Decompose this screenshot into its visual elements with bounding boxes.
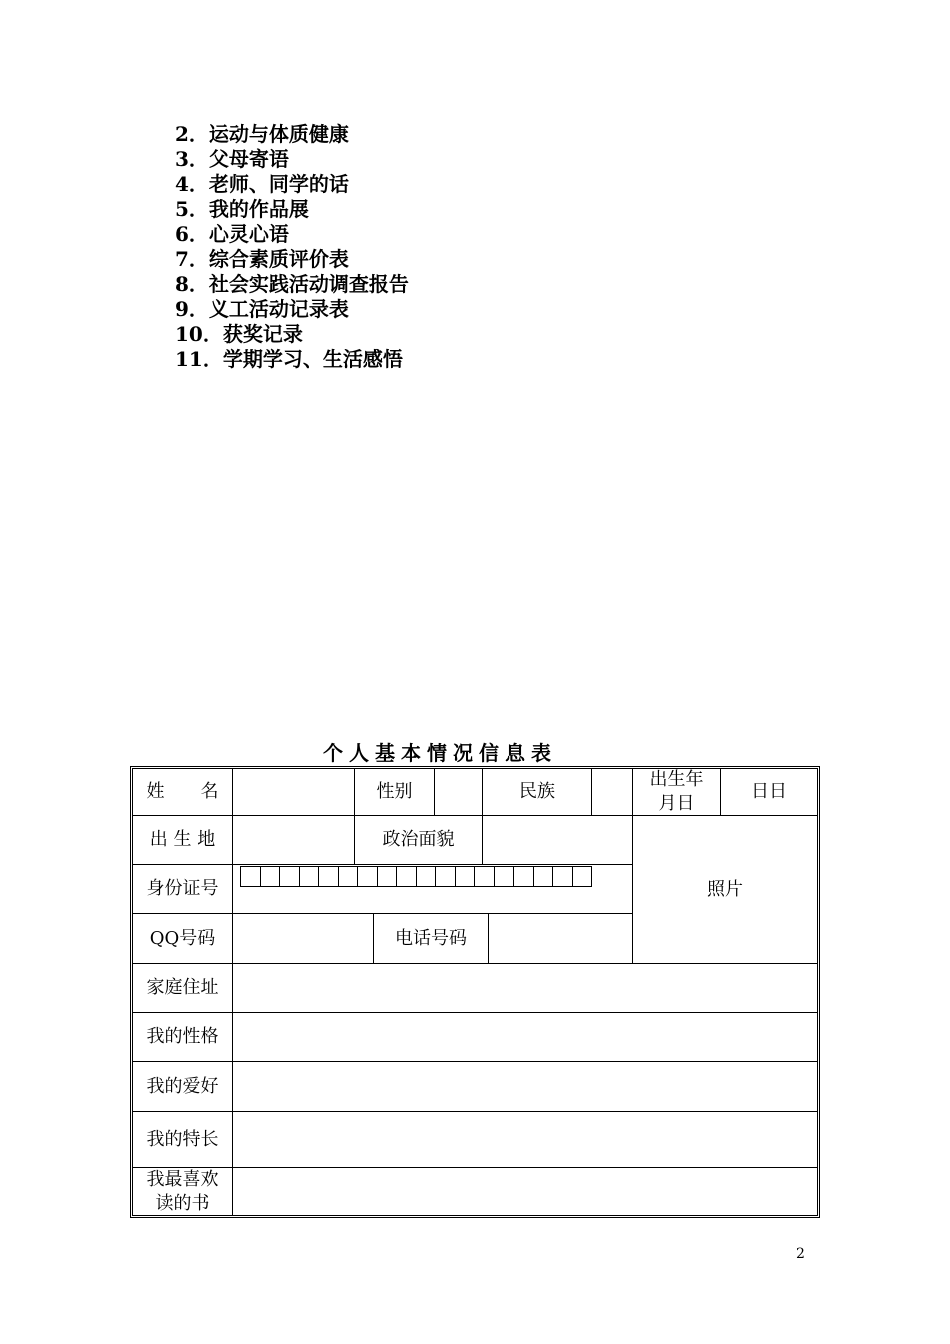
- personality-label: 我的性格: [146, 1026, 219, 1047]
- toc-item: 3．父母寄语: [175, 147, 289, 171]
- hobby-label: 我的爱好: [146, 1075, 219, 1097]
- toc-item: 11．学期学习、生活感悟: [175, 347, 403, 371]
- toc-item: 7．综合素质评价表: [175, 247, 349, 271]
- toc-item: 5．我的作品展: [175, 197, 309, 221]
- specialty-field[interactable]: [233, 1112, 817, 1167]
- birthdate-label: 出生年月日: [649, 769, 704, 814]
- favorite-book-field[interactable]: [233, 1168, 817, 1215]
- id-digit-box[interactable]: [474, 866, 494, 887]
- qq-label: QQ号码: [149, 927, 216, 949]
- toc-item: 9．义工活动记录表: [175, 297, 349, 321]
- toc-item: 8．社会实践活动调查报告: [175, 272, 409, 296]
- address-label: 家庭住址: [146, 977, 219, 998]
- birthplace-label: 出 生 地: [149, 829, 216, 850]
- ethnicity-field[interactable]: [592, 769, 632, 815]
- id-digit-box[interactable]: [240, 866, 260, 887]
- political-status-field[interactable]: [483, 816, 632, 864]
- id-number-label: 身份证号: [146, 878, 219, 899]
- id-digit-box[interactable]: [416, 866, 435, 887]
- birthdate-field[interactable]: 日日: [751, 781, 787, 802]
- qq-field[interactable]: [233, 914, 373, 963]
- birthplace-field[interactable]: [233, 816, 354, 864]
- address-field[interactable]: [233, 964, 817, 1012]
- phone-label: 电话号码: [395, 927, 467, 949]
- id-digit-box[interactable]: [260, 866, 279, 887]
- specialty-label: 我的特长: [146, 1128, 219, 1150]
- id-digit-box[interactable]: [533, 866, 552, 887]
- id-digit-box[interactable]: [279, 866, 299, 887]
- gender-field[interactable]: [435, 769, 482, 815]
- gender-label: 性别: [376, 781, 413, 802]
- toc-item: 2．运动与体质健康: [175, 122, 349, 146]
- id-digit-box[interactable]: [513, 866, 533, 887]
- id-digit-box[interactable]: [318, 866, 338, 887]
- page-number: 2: [796, 1246, 805, 1262]
- political-status-label: 政治面貌: [382, 829, 455, 850]
- id-digit-box[interactable]: [494, 866, 513, 887]
- hobby-field[interactable]: [233, 1062, 817, 1111]
- id-digit-box[interactable]: [572, 866, 592, 887]
- id-digit-box[interactable]: [396, 866, 416, 887]
- id-digit-box[interactable]: [455, 866, 474, 887]
- id-digit-box[interactable]: [552, 866, 572, 887]
- personality-field[interactable]: [233, 1013, 817, 1061]
- phone-field[interactable]: [489, 914, 632, 963]
- id-digit-box[interactable]: [357, 866, 377, 887]
- name-label: 姓 名: [146, 781, 219, 802]
- id-digit-box[interactable]: [338, 866, 357, 887]
- toc-item: 6．心灵心语: [175, 222, 289, 246]
- photo-area[interactable]: 照片: [707, 878, 743, 900]
- table-of-contents: [175, 122, 409, 372]
- form-title: 个人基本情况信息表: [323, 741, 557, 765]
- ethnicity-label: 民族: [519, 781, 555, 802]
- name-field[interactable]: [233, 769, 354, 815]
- id-digit-box[interactable]: [377, 866, 396, 887]
- toc-item: 10．获奖记录: [175, 322, 303, 346]
- id-digit-box[interactable]: [299, 866, 318, 887]
- id-digit-box[interactable]: [435, 866, 455, 887]
- favorite-book-label: 我最喜欢读的书: [146, 1168, 219, 1214]
- toc-item: 4．老师、同学的话: [175, 172, 349, 196]
